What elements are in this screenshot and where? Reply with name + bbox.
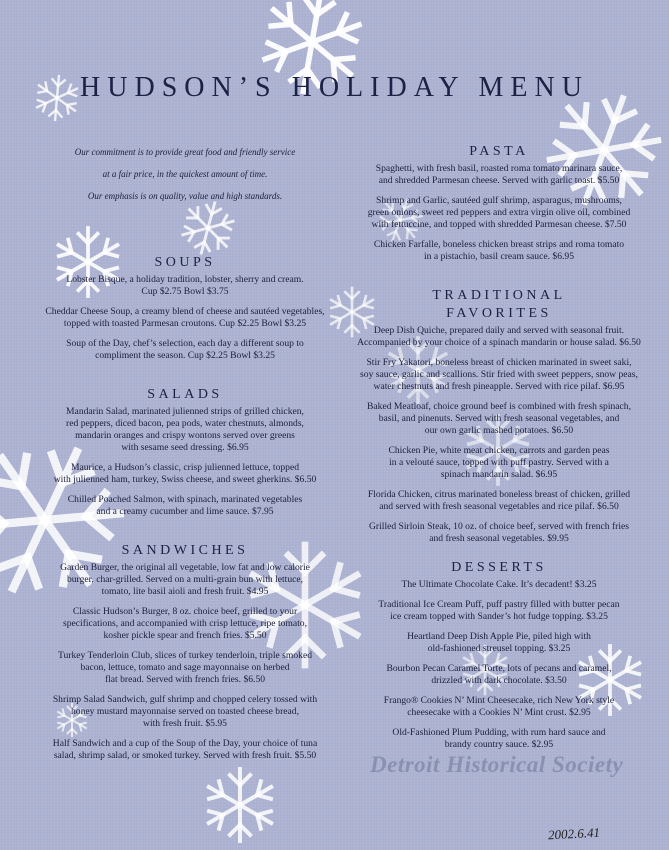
menu-item: Half Sandwich and a cup of the Soup of the Day, your choice of tuna salad, shrimp salad, or smoked turkey. Served with fresh fruit. $5.50: [52, 738, 318, 761]
menu-item: Frango® Cookies N’ Mint Cheesecake, rich New York style cheesecake with a Cookies N’ Mint crust. $2.95: [383, 695, 615, 718]
menu-item: Classic Hudson’s Burger, 8 oz. choice beef, grilled to your specifications, and accompanied with crisp lettuce, ripe tomato, kosher pickle spear and french fries. $5.50: [62, 606, 308, 641]
intro-line: at a fair price, in the quickest amount of time.: [102, 169, 268, 179]
menu-item: Old-Fashioned Plum Pudding, with rum hard sauce and brandy country sauce. $2.95: [392, 727, 606, 750]
section-heading: TRADITIONAL FAVORITES: [432, 288, 566, 321]
menu-item: Garden Burger, the original all vegetable, low fat and low calorie burger, char-grilled. Served on a multi-grain bun with lettuce, tomato, lite basil aioli and fresh fruit. $4.95: [60, 562, 310, 597]
menu-item: Grilled Sirloin Steak, 10 oz. of choice beef, served with french fries and fresh seasonal vegetables. $9.95: [368, 521, 629, 544]
menu-item: Chicken Pie, white meat chicken, carrots and garden peas in a velouté sauce, topped with puff pastry. Served with a spinach mandarin salad. $6.95: [388, 445, 610, 480]
mission-statement: [30, 146, 340, 212]
menu-item: Turkey Tenderloin Club, slices of turkey tenderloin, triple smoked bacon, lettuce, tomato and sage mayonnaise on herbed flat bread. Served with french fries. $6.50: [57, 650, 313, 685]
menu-item: Chilled Poached Salmon, with spinach, marinated vegetables and a creamy cucumber and lime sauce. $7.95: [67, 494, 303, 517]
section-salads: [20, 386, 350, 526]
menu-title: HUDSON’S HOLIDAY MENU: [80, 72, 589, 103]
menu-item: Mandarin Salad, marinated julienned strips of grilled chicken, red peppers, diced bacon, pea pods, water chestnuts, almonds, mandarin oranges and crispy wontons served over greens with sesame seed dressing. $6.95: [66, 406, 304, 453]
menu-item: Maurice, a Hudson’s classic, crisp julienned lettuce, topped with julienned ham, turkey, Swiss cheese, and sweet gherkins. $6.50: [53, 462, 317, 485]
section-desserts: [338, 559, 660, 759]
menu-item: Stir Fry Yakatori, boneless breast of chicken marinated in sweet saki, soy sauce, garlic and scallions. Stir fried with sweet peppers, snow peas, water chestnuts and fresh pineapple. Served with rice pilaf. $6.95: [360, 357, 638, 392]
intro-line: Our emphasis is on quality, value and high standards.: [87, 191, 283, 201]
menu-item: Soup of the Day, chef’s selection, each day a different soup to compliment the season. Cup $2.25 Bowl $3.25: [66, 338, 304, 361]
menu-item: Florida Chicken, citrus marinated boneless breast of chicken, grilled and served with fresh seasonal vegetables and rice pilaf. $6.50: [367, 489, 631, 512]
section-heading: DESSERTS: [451, 560, 547, 575]
menu-item: Shrimp and Garlic, sautéed gulf shrimp, asparagus, mushrooms, green onions, sweet red peppers and extra virgin olive oil, combined with fettuccine, and topped with shredded Parmesan cheese. $7.50: [367, 195, 631, 230]
menu-item: Deep Dish Quiche, prepared daily and served with seasonal fruit. Accompanied by your choice of a spinach mandarin or house salad. $6.50: [357, 325, 641, 348]
menu-item: Cheddar Cheese Soup, a creamy blend of cheese and sautéed vegetables, topped with toasted Parmesan croutons. Cup $2.25 Bowl $3.25: [45, 306, 325, 329]
intro-line: Our commitment is to provide great food and friendly service: [74, 147, 296, 157]
section-heading: SOUPS: [154, 255, 216, 270]
menu-item: Traditional Ice Cream Puff, puff pastry filled with butter pecan ice cream topped with Sander’s hot fudge topping. $3.25: [378, 599, 620, 622]
section-heading: SANDWICHES: [121, 543, 249, 558]
handwritten-accession-number: 2002.6.41: [547, 824, 601, 843]
section-soups: [20, 254, 350, 370]
section-heading: SALADS: [147, 387, 223, 402]
section-pasta: [338, 143, 660, 271]
menu-item: Spaghetti, with fresh basil, roasted roma tomato marinara sauce, and shredded Parmesan cheese. Served with garlic toast. $5.50: [375, 163, 623, 186]
section-traditional-favorites: [338, 287, 660, 553]
menu-item: Shrimp Salad Sandwich, gulf shrimp and chopped celery tossed with honey mustard mayonnaise served on toasted cheese bread, with fresh fruit. $5.95: [52, 694, 318, 729]
section-heading: PASTA: [469, 144, 529, 159]
section-sandwiches: [20, 542, 350, 770]
menu-item: Chicken Farfalle, boneless chicken breast strips and roma tomato in a pistachio, basil cream sauce. $6.95: [373, 239, 625, 262]
menu-item: Bourbon Pecan Caramel Torte, lots of pecans and caramel, drizzled with dark chocolate. $3.50: [386, 663, 612, 686]
menu-item: Baked Meatloaf, choice ground beef is combined with fresh spinach, basil, and pinenuts. Served with fresh seasonal vegetables, and our own garlic mashed potatoes. $6.50: [366, 401, 631, 436]
watermark: Detroit Historical Society: [370, 752, 624, 777]
menu-item: Heartland Deep Dish Apple Pie, piled high with old-fashioned streusel topping. $3.25: [407, 631, 591, 654]
snowflake-icon: [204, 769, 276, 841]
menu-item: Lobster Bisque, a holiday tradition, lobster, sherry and cream. Cup $2.75 Bowl $3.75: [66, 274, 304, 297]
menu-item: The Ultimate Chocolate Cake. It’s decadent! $3.25: [401, 579, 597, 590]
